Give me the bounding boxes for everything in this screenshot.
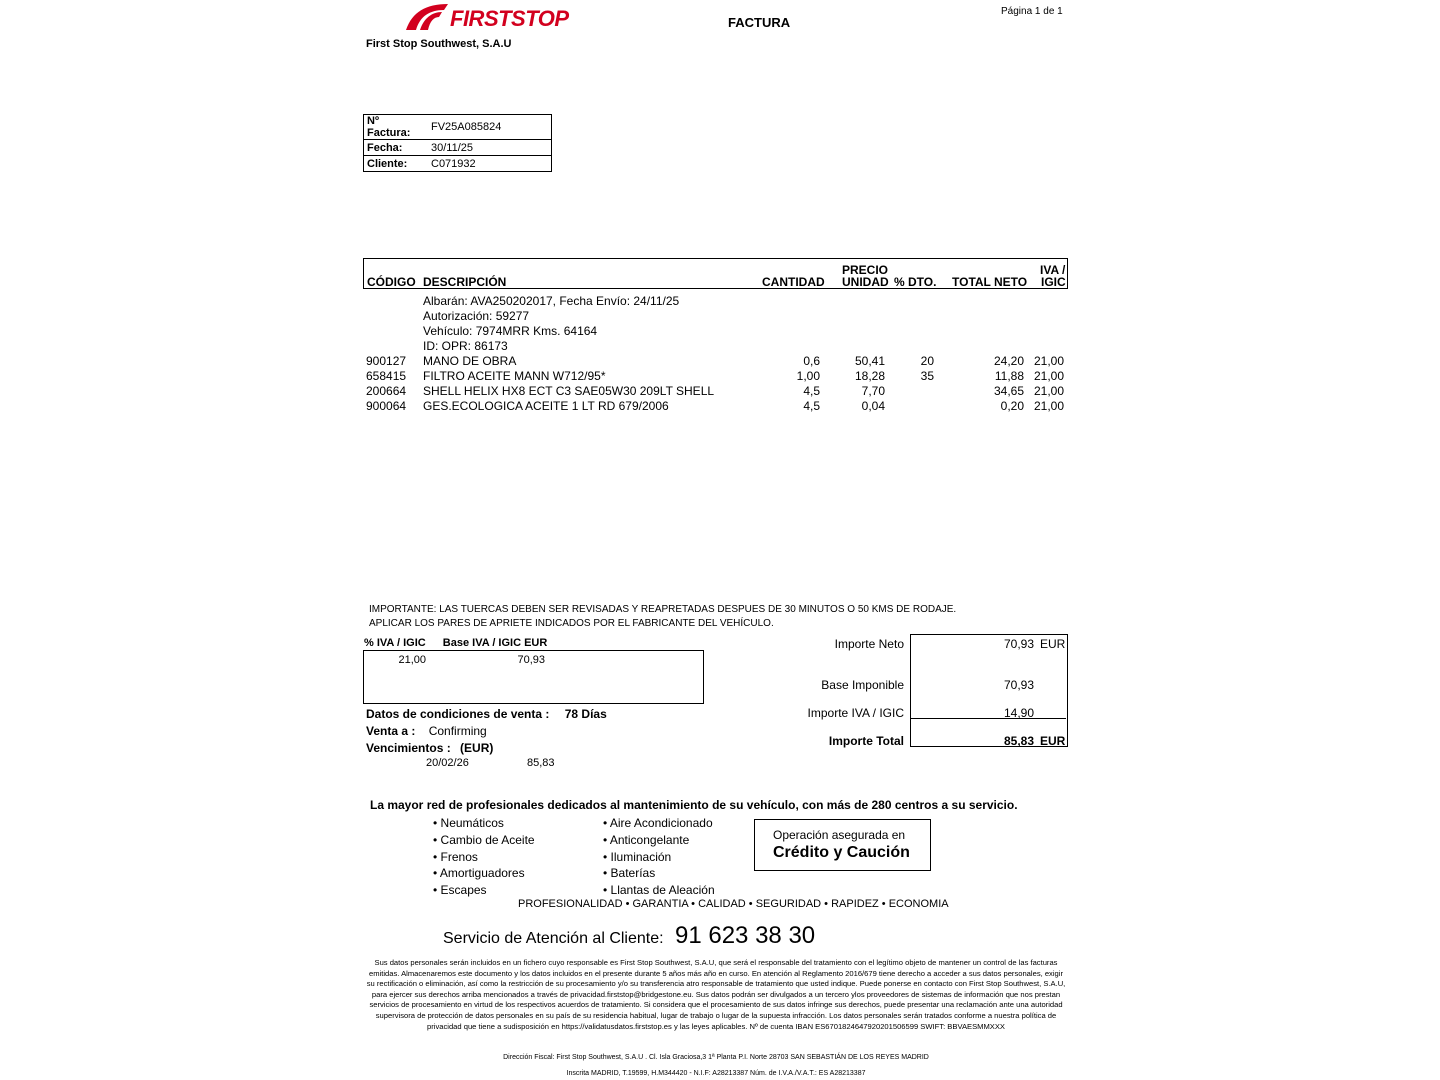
item-iva: 21,00 — [1033, 399, 1064, 413]
item-total: 24,20 — [993, 354, 1024, 368]
col-cantidad: CANTIDAD — [762, 275, 825, 289]
net-amount-currency: EUR — [1040, 637, 1066, 651]
iva-table-header — [364, 637, 547, 649]
item-quantity: 4,5 — [803, 399, 820, 413]
total-amount-value: 85,83 — [1003, 734, 1034, 748]
invoice-date-row — [364, 140, 552, 156]
item-iva: 21,00 — [1033, 369, 1064, 383]
tax-amount-value: 14,90 — [1003, 706, 1034, 720]
item-discount: 20 — [920, 354, 934, 368]
item-description: FILTRO ACEITE MANN W712/95* — [423, 369, 606, 383]
invoice-date-value: 30/11/25 — [428, 140, 552, 156]
tax-amount-label: Importe IVA / IGIC — [807, 706, 904, 720]
total-amount-currency: EUR — [1040, 734, 1066, 748]
fiscal-address: Dirección Fiscal: First Stop Southwest, S.A.U . Cl. Isla Graciosa,3 1ª Planta P.I. Norte 28703 SAN SEBASTIÁN DE LOS REYES MADRID — [503, 1054, 929, 1061]
list-item: • Amortiguadores — [433, 866, 525, 881]
due-amount: 85,83 — [527, 757, 555, 769]
list-item: • Iluminación — [603, 849, 672, 864]
item-unit-price: 50,41 — [854, 354, 885, 368]
sale-to-value: Confirming — [428, 724, 487, 738]
client-label: Cliente: — [364, 156, 429, 172]
due-date: 20/02/26 — [426, 757, 469, 769]
col-iva-2: IGIC — [1041, 275, 1066, 289]
col-descripcion: DESCRIPCIÓN — [423, 275, 507, 289]
insurance-line-2: Crédito y Caución — [773, 844, 910, 861]
due-dates — [366, 741, 493, 755]
item-iva: 21,00 — [1033, 384, 1064, 398]
note-autorizacion: Autorización: 59277 — [423, 309, 530, 323]
iva-pct-header: % IVA / IGIC — [364, 637, 426, 649]
invoice-number-value: FV25A085824 — [428, 115, 552, 140]
customer-service-label: Servicio de Atención al Cliente: — [443, 930, 664, 947]
invoice-info-table — [363, 114, 552, 172]
col-total-neto: TOTAL NETO — [952, 275, 1028, 289]
item-quantity: 0,6 — [803, 354, 820, 368]
note-vehiculo: Vehículo: 7974MRR Kms. 64164 — [423, 324, 598, 338]
customer-service-phone: 91 623 38 30 — [675, 922, 816, 949]
list-item: • Frenos — [433, 849, 478, 864]
sale-to-label: Venta a : — [366, 724, 416, 738]
iva-base-header: Base IVA / IGIC EUR — [442, 637, 548, 649]
item-code: 900127 — [366, 354, 407, 368]
item-total: 0,20 — [1000, 399, 1024, 413]
item-code: 200664 — [366, 384, 407, 398]
conditions-label: Datos de condiciones de venta : — [366, 707, 550, 721]
list-item: • Cambio de Aceite — [433, 832, 535, 847]
items-body — [366, 294, 1066, 414]
item-total: 11,88 — [994, 369, 1024, 383]
values-slogan: PROFESIONALIDAD • GARANTIA • CALIDAD • SEGURIDAD • RAPIDEZ • ECONOMIA — [518, 898, 949, 910]
taxable-base-value: 70,93 — [1003, 678, 1034, 692]
sale-to — [366, 724, 487, 738]
item-unit-price: 7,70 — [861, 384, 885, 398]
item-total: 34,65 — [993, 384, 1024, 398]
credit-insurance-badge — [754, 819, 931, 871]
client-value: C071932 — [428, 156, 552, 172]
iva-pct-value: 21,00 — [398, 654, 426, 666]
company-name: First Stop Southwest, S.A.U — [366, 38, 512, 50]
item-description: GES.ECOLOGICA ACEITE 1 LT RD 679/2006 — [423, 399, 669, 413]
services-list-1 — [433, 815, 535, 899]
note-albaran: Albarán: AVA250202017, Fecha Envío: 24/11/25 — [423, 294, 680, 308]
item-code: 658415 — [366, 369, 407, 383]
taxable-base-label: Base Imponible — [821, 678, 904, 692]
net-amount-label: Importe Neto — [834, 637, 904, 651]
iva-table-box — [363, 650, 704, 704]
col-dto: % DTO. — [894, 275, 937, 289]
sale-conditions — [366, 707, 607, 721]
list-item: • Neumáticos — [433, 816, 504, 830]
list-item: • Anticongelante — [603, 832, 690, 847]
col-precio-1: PRECIO — [842, 263, 889, 277]
due-dates-label: Vencimientos : — [366, 741, 451, 755]
insurance-line-1: Operación asegurada en — [773, 828, 906, 842]
net-amount-value: 70,93 — [1003, 637, 1034, 651]
invoice-date-label: Fecha: — [364, 140, 429, 156]
client-row — [364, 156, 552, 172]
brand-wordmark: FIRSTSTOP — [450, 6, 569, 31]
page-number: Página 1 de 1 — [1001, 6, 1063, 17]
document-title: FACTURA — [728, 15, 791, 30]
due-dates-currency: (EUR) — [460, 741, 494, 755]
network-tagline: La mayor red de profesionales dedicados al mantenimiento de su vehículo, con más de 280 centros a su servicio. — [370, 798, 1018, 812]
services-list-2 — [603, 815, 715, 899]
item-unit-price: 18,28 — [854, 369, 885, 383]
iva-base-value: 70,93 — [517, 654, 545, 666]
total-amount-label: Importe Total — [828, 734, 904, 748]
conditions-value: 78 Días — [564, 707, 607, 721]
invoice-number-label: Nº Factura: — [364, 115, 429, 140]
tightening-notice — [369, 603, 956, 631]
item-quantity: 4,5 — [803, 384, 820, 398]
item-description: SHELL HELIX HX8 ECT C3 SAE05W30 209LT SHELL — [423, 384, 715, 398]
list-item: • Aire Acondicionado — [603, 816, 713, 830]
list-item: • Escapes — [433, 883, 487, 898]
item-discount: 35 — [920, 369, 934, 383]
note-id: ID: OPR: 86173 — [423, 339, 508, 353]
item-iva: 21,00 — [1033, 354, 1064, 368]
notice-line: APLICAR LOS PARES DE APRIETE INDICADOS POR EL FABRICANTE DEL VEHÍCULO. — [369, 618, 774, 629]
registry-info: Inscrita MADRID, T.19599, H.M344420 - N.I.F: A28213387 Núm. de I.V.A./V.A.T.: ES A28213387 — [566, 1070, 866, 1077]
notice-line: IMPORTANTE: LAS TUERCAS DEBEN SER REVISADAS Y REAPRETADAS DESPUES DE 30 MINUTOS O 50 KMS DE RODAJE. — [369, 604, 957, 615]
item-code: 900064 — [366, 399, 407, 413]
list-item: • Baterías — [603, 866, 656, 881]
privacy-legal-text: Sus datos personales serán incluidos en un fichero cuyo responsable es First Stop Southwest, S.A.U, que será el responsable del tratamiento con el legítimo objeto de mantener un control de las facturas emitidas. Almacenaremos este documento y los datos incluidos en el presente durante 5 años más año en curso. En atención al Reglamento 2016/679 tiene derecho a acceder a sus datos personales, exigir su rectificación o eliminación, así como la restricción de su procesamiento y/o su transferencia atro responsable de tratamiento que usted indique. Puede ponerse en contacto con First Stop Southwest, S.A.U, para ejercer sus derechos arriba mencionados a través de privacidad.firststop@bridgestone.eu. Sus datos podrán ser divulgados a un tercero ylos proveedores de sistemas de información que nos prestan servicios de procesamiento en virtud de los respectivos acuerdos de tratamiento. Si considera que el procesamiento de sus datos infringe sus derechos, puede presentar una reclamación ante una autoridad supervisora de protección de datos personales en su país de su residencia habitual, lugar de trabajo o lugar de la supuesta infracción. Los datos personales serán tratados conforme a nuestra política de privacidad que tiene a sudisposición en https://validatusdatos.firststop.es y las leyes aplicables. Nº de cuenta IBAN ES6701824647920201506599 SWIFT: BBVAESMMXXX — [366, 958, 1066, 1031]
col-iva-1: IVA / — [1040, 263, 1066, 277]
col-precio-2: UNIDAD — [842, 275, 889, 289]
items-table-header — [363, 258, 1068, 289]
list-item: • Llantas de Aleación — [603, 883, 715, 898]
item-description: MANO DE OBRA — [423, 354, 517, 368]
col-codigo: CÓDIGO — [367, 275, 416, 289]
item-unit-price: 0,04 — [861, 399, 885, 413]
item-quantity: 1,00 — [796, 369, 820, 383]
invoice-number-row — [364, 115, 552, 140]
